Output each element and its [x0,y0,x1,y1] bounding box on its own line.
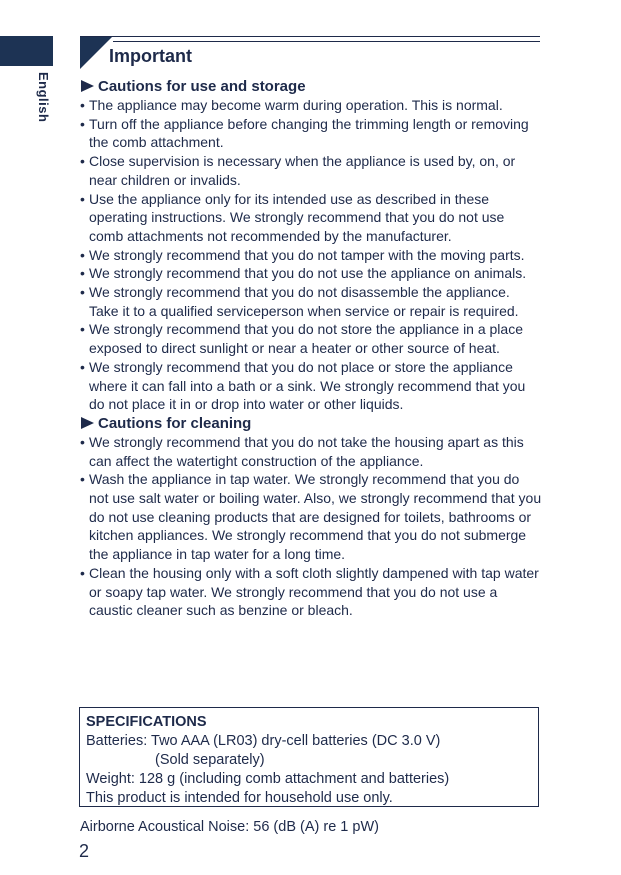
bullet-icon: • [80,246,85,263]
list-item [80,470,542,564]
list-item [80,283,542,320]
list-item-text: The appliance may become warm during operation. This is normal. [89,97,503,113]
bullet-list-use-storage [80,96,542,414]
list-item-text: We strongly recommend that you do not disassemble the appliance. Take it to a qualified serviceperson when service or repair is required. [89,284,519,319]
bullet-icon: • [80,564,85,581]
list-item [80,190,542,246]
page-number: 2 [79,841,90,861]
list-item-text: Use the appliance only for its intended use as described in these operating instructions. We strongly recommend that you do not use comb attachments not recommended by the manufacturer. [89,190,505,244]
bullet-icon: • [80,153,85,170]
bullet-icon: • [80,284,85,301]
section-heading-use-storage [80,77,542,96]
list-item-text: We strongly recommend that you do not store the appliance in a place exposed to direct sunlight or near a heater or other source of heat. [89,321,523,357]
list-item [80,564,542,620]
bullet-icon: • [80,321,85,338]
bullet-icon: • [80,358,85,375]
spec-weight: Weight: 128 g (including comb attachment and batteries) [86,771,450,787]
list-item-text: Clean the housing only with a soft cloth slightly dampened with tap water or soapy tap water. We strongly recommend that you do not use a caustic cleaner such as benzine or bleach. [89,564,539,619]
arrow-right-icon [81,80,94,92]
list-item-text: We strongly recommend that you do not place or store the appliance where it can fall into a bath or a sink. We strongly recommend that you do not place it in or drop into water or other liquids. [89,358,526,413]
section-heading-label: Cautions for use and storage [98,78,306,95]
page-title: Important [109,46,192,66]
bullet-icon: • [80,115,85,132]
header-rule-top [80,36,540,37]
list-item-text: Close supervision is necessary when the appliance is used by, on, or near children or invalids. [89,153,516,188]
spec-sold-separately: (Sold separately) [155,752,265,768]
bullet-icon: • [80,190,85,207]
list-item-text: We strongly recommend that you do not use the appliance on animals. [89,265,527,282]
specifications-box [79,707,539,807]
list-item [80,433,542,470]
list-item [80,152,542,189]
bullet-icon: • [80,97,85,113]
noise-spec: Airborne Acoustical Noise: 56 (dB (A) re 1 pW) [80,819,379,835]
language-label: English [36,72,51,123]
header-rule-bottom [113,41,540,42]
list-item-text: Turn off the appliance before changing the trimming length or removing the comb attachment. [89,115,529,151]
spec-household: This product is intended for household use only. [86,790,393,806]
section-heading-cleaning [80,414,542,433]
language-tab [0,36,53,66]
list-item [80,264,542,283]
specifications-title: SPECIFICATIONS [86,714,207,730]
section-heading-label: Cautions for cleaning [98,414,252,432]
list-item [80,358,542,414]
list-item [80,246,542,265]
bullet-list-cleaning [80,433,542,620]
bullet-icon: • [80,265,85,282]
list-item-text: Wash the appliance in tap water. We strongly recommend that you do not use salt water or boiling water. Also, we strongly recommend that you do not use cleaning products that are designed for toilets, bathrooms or kitchen appliances. We strongly recommend that you do not submerge the appliance in tap water for a long time. [89,471,542,563]
bullet-icon: • [80,433,85,450]
list-item-text: We strongly recommend that you do not take the housing apart as this can affect the watertight construction of the appliance. [89,433,524,469]
list-item [80,320,542,357]
content [80,77,542,620]
spec-batteries: Batteries: Two AAA (LR03) dry-cell batteries (DC 3.0 V) [86,733,441,749]
list-item [80,96,542,115]
arrow-right-icon [81,417,94,429]
bullet-icon: • [80,471,85,488]
list-item [80,115,542,152]
list-item-text: We strongly recommend that you do not tamper with the moving parts. [89,246,525,263]
